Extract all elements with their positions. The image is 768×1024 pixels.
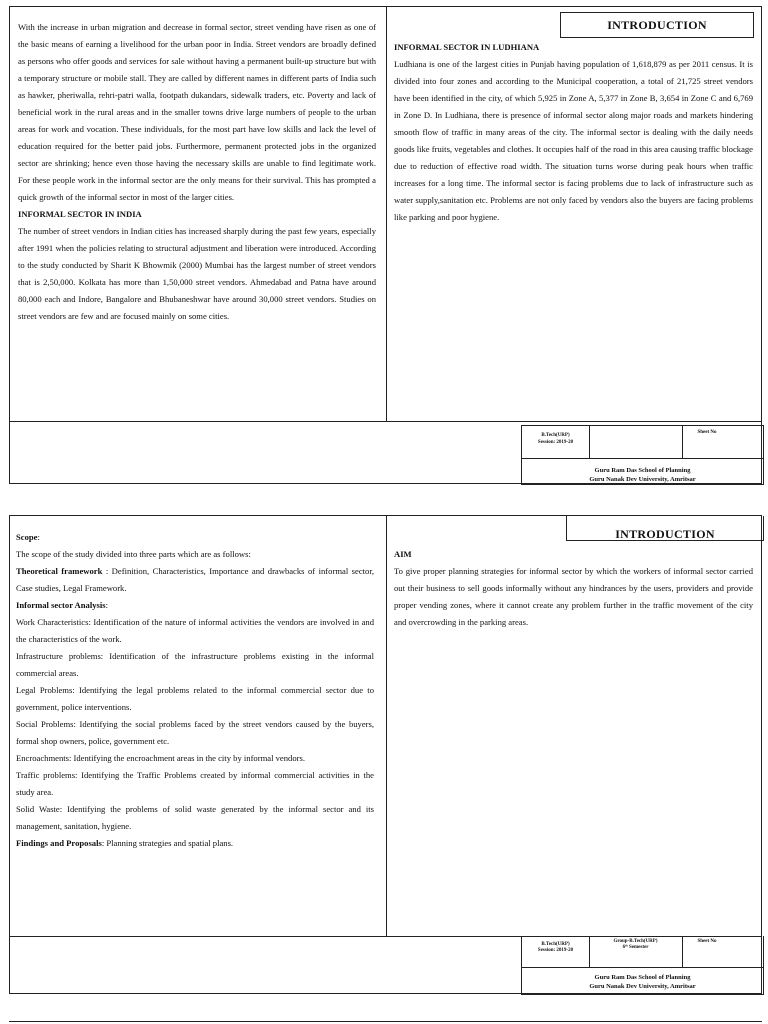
ludhiana-paragraph: Ludhiana is one of the largest cities in Punjab having population of 1,618,879 as per 2011 census. It is divided into four zones and according to the Municipal cooperation, a total of 21,725 street vendors have been identified in the city, of which 5,925 in Zone A, 5,377 in Zone B, 3,654 in Zone C and 6,769 in Zone D. In Ludhiana, there is presence of informal sector along major roads and markets hindering smooth flow of traffic in many areas of the city. The informal sector is dealing with the daily needs goods like fruits, vegetables and clothes. It occupies half of the road in this area causing traffic blockage due to reduction of effective road width. The situation turns worse during peak hours when traffic increases for a long time. The informal sector is facing problems due to lack of infrastructure such as water supply,sanitation etc. Problems are not only faced by vendors also the buyers are facing problems like parking and poor hygiene.: [394, 59, 753, 222]
university-name: Guru Nanak Dev University, Amritsar: [589, 476, 696, 483]
intro-paragraph: With the increase in urban migration and decrease in formal sector, street vending have risen as one of the basic means of earning a livelihood for the urban poor in India. Street vendors are broadly defined as persons who offer goods and services for sale without having a permanent built-up structure but with a temporary structure or mobile stall. They are called by different names in different parts of India such as hawker, pheriwalla, rehri-patri walla, footpath dukandars, sidewalk traders, etc. Poverty and lack of beneficial work in the rural areas and in the smaller towns drive large numbers of people to the urban areas for work and vocation. These individuals, for the most part have low skills and lack the level of education required for the better paid jobs. Furthermore, permanent protected jobs in the organized sector are shrinking; hence even those having the necessary skills are unable to find legitimate work. For these people work in the informal sector are the only means for their survival. This has prompted a quick growth of the informal sector in most of the larger cities.: [18, 22, 376, 202]
session-label: Session: 2019-20: [537, 948, 574, 953]
scope-intro: The scope of the study divided into three parts which are as follows:: [16, 549, 251, 559]
title-block-divider: [10, 421, 761, 422]
next-sheet-edge: [9, 1021, 762, 1022]
section-heading: INFORMAL SECTOR IN INDIA: [18, 209, 142, 219]
list-item: Traffic problems: Identifying the Traffic Problems created by informal commercial activities in the study area.: [16, 770, 374, 797]
aim-paragraph: To give proper planning strategies for informal sector by which the workers of informal sector carried out their business to sell goods informally without any hindrances by the users, providers and provide proper vending zones, where it cannot create any problem further in the traffic movement of the city and overcrowding in the parking areas.: [394, 566, 753, 627]
india-paragraph: The number of street vendors in Indian cities has increased sharply during the past few years, especially after 1991 when the policies relating to structural adjustment and liberation were introduced. According to the study conducted by Sharit K Bhowmik (2000) Mumbai has the largest number of street vendors that is 2,50,000. Kolkata has more than 1,50,000 street vendors. Ahmedabad and Patna have around 80,000 each and Indore, Bangalore and Bhubaneshwar have around 30,000 street vendors. Studies on street vendors are few and are focused mainly on some cities.: [18, 226, 376, 321]
aim-heading: AIM: [394, 549, 412, 559]
sheet-no-label: Sheet No: [697, 430, 717, 435]
university-name: Guru Nanak Dev University, Amritsar: [589, 983, 696, 990]
left-column: [18, 19, 376, 325]
sheet-no-label: Sheet No: [697, 939, 717, 944]
framework-item: Theoretical framework : Definition, Characteristics, Importance and drawbacks of informal sector, Case studies, Legal Framework.: [16, 566, 374, 593]
school-name: Guru Ram Das School of Planning: [594, 467, 691, 474]
list-item: Solid Waste: Identifying the problems of solid waste generated by the informal sector and its management, sanitation, hygiene.: [16, 804, 374, 831]
title-block: [521, 936, 764, 995]
course-label: B.Tech(URP): [541, 942, 570, 947]
list-item: Social Problems: Identifying the social problems faced by the street vendors caused by the buyers, formal shop owners, police, government etc.: [16, 719, 374, 746]
semester-label: 6ᵗʰ Semester: [622, 945, 649, 950]
sheet-2: [9, 515, 762, 994]
column-divider: [386, 7, 387, 421]
course-label: B.Tech(URP): [541, 433, 570, 438]
sheet-1: [9, 6, 762, 484]
right-column: [394, 39, 753, 226]
scope-heading: Scope: [16, 532, 38, 542]
sheet-title: INTRODUCTION: [560, 12, 754, 38]
list-item: Infrastructure problems: Identification of the infrastructure problems existing in the informal commercial areas.: [16, 651, 374, 678]
left-column: Scope: The scope of the study divided into three parts which are as follows: Theoretical framework : Definition, Characteristics, Importance and drawbacks of informal sector, Case studies, Legal Framework. Informal sector Analysis: Work Characteristics: Identification of the nature of informal activities the vendors are involved in and the characteristics of the work. Infrastructure problems: Identification of the infrastructure problems existing in the informal commercial areas. Legal Problems: Identifying the legal problems related to the informal commercial sector due to government, police interventions. Social Problems: Identifying the social problems faced by the street vendors caused by the buyers, formal shop owners, police, government etc. Encroachments: Identifying the encroachment areas in the city by informal vendors. Traffic problems: Identifying the Traffic Problems created by informal commercial activities in the study area. Solid Waste: Identifying the problems of solid waste generated by the informal sector and its management, sanitation, hygiene. Findings and Proposals: Planning strategies and spatial plans.: [16, 529, 374, 852]
session-label: Session: 2019-20: [537, 440, 574, 445]
list-item: Encroachments: Identifying the encroachment areas in the city by informal vendors.: [16, 753, 305, 763]
column-divider: [386, 516, 387, 936]
findings-item: Findings and Proposals: Planning strategies and spatial plans.: [16, 838, 234, 848]
right-column: [394, 546, 753, 631]
sheet-title: INTRODUCTION: [566, 516, 764, 541]
group-label: Group-B.Tech(URP): [613, 939, 658, 944]
list-item: Work Characteristics: Identification of the nature of informal activities the vendors are involved in and the characteristics of the work.: [16, 617, 374, 644]
analysis-heading: Informal sector Analysis: [16, 600, 106, 610]
section-heading: INFORMAL SECTOR IN LUDHIANA: [394, 42, 540, 52]
school-name: Guru Ram Das School of Planning: [594, 974, 691, 981]
title-block: [521, 425, 764, 485]
list-item: Legal Problems: Identifying the legal problems related to the informal commercial sector due to government, police interventions.: [16, 685, 374, 712]
